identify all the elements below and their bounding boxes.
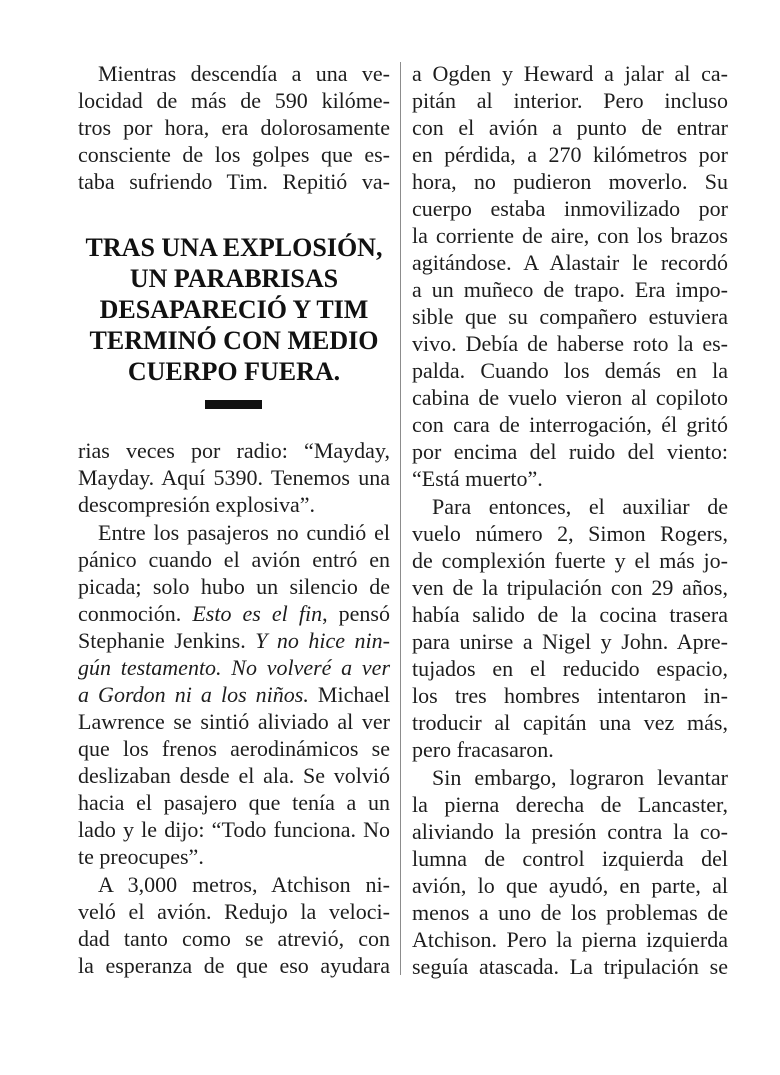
paragraph <box>78 437 390 518</box>
text-line: la esperanza de que eso ayudara <box>78 953 390 978</box>
text-line: troducir al capitán una vez más, <box>412 710 728 735</box>
text-line: “Está muerto”. <box>412 466 543 491</box>
pull-quote-rule <box>205 400 262 409</box>
text-line: los tres hombres intentaron in- <box>412 683 728 708</box>
text-line: Mayday. Aquí 5390. Tenemos una <box>78 465 390 490</box>
text-line: picada; solo hubo un silencio de <box>78 574 390 599</box>
text-segment: conmoción. <box>78 601 193 626</box>
text-line: Mientras descendía a una ve- <box>98 61 390 86</box>
text-line <box>78 654 390 681</box>
pull-quote <box>78 232 390 387</box>
text-line: había salido de la cocina trasera <box>412 602 728 627</box>
text-line: Lawrence se sintió aliviado al ver <box>78 709 390 734</box>
text-line: Sin embargo, lograron levantar <box>432 765 728 790</box>
paragraph <box>78 519 390 870</box>
text-line: Atchison. Pero la pierna izquierda <box>412 927 728 952</box>
text-line: en pérdida, a 270 kilómetros por <box>412 142 728 167</box>
text-line: dad tanto como se atrevió, con <box>78 926 390 951</box>
text-line: tros por hora, era dolorosamente <box>78 115 390 140</box>
text-segment: Stephanie Jenkins. <box>78 628 256 653</box>
text-line: deslizaban desde el ala. Se volvió <box>78 763 390 788</box>
text-line: que los frenos aerodinámicos se <box>78 736 390 761</box>
text-line: por encima del ruido del viento: <box>412 439 728 464</box>
text-segment: , pensó <box>322 601 390 626</box>
italic-text: Y no hice nin- <box>255 628 390 653</box>
text-line: lumna de control izquierda del <box>412 846 728 871</box>
text-line <box>78 681 390 708</box>
paragraph <box>412 764 728 980</box>
left-column-bottom <box>78 437 390 979</box>
pull-quote-line: TRAS UNA EXPLOSIÓN, <box>85 233 383 262</box>
text-line: locidad de más de 590 kilóme- <box>78 88 390 113</box>
text-line: cabina de vuelo vieron al copiloto <box>412 385 728 410</box>
pull-quote-line: DESAPARECIÓ Y TIM <box>99 295 369 324</box>
text-line: con el avión a punto de entrar <box>412 115 728 140</box>
pull-quote-line: TERMINÓ CON MEDIO <box>89 326 379 355</box>
text-line: taba sufriendo Tim. Repitió va- <box>78 169 390 194</box>
column-divider <box>400 62 401 975</box>
text-line: avión, lo que ayudó, en parte, al <box>412 873 728 898</box>
text-line: la pierna derecha de Lancaster, <box>412 792 728 817</box>
text-line: para unirse a Nigel y John. Apre- <box>412 629 728 654</box>
text-line: de complexión fuerte y el más jo- <box>412 548 728 573</box>
text-line: tujados en el reducido espacio, <box>412 656 728 681</box>
text-line: A 3,000 metros, Atchison ni- <box>98 872 390 897</box>
paragraph <box>78 871 390 979</box>
paragraph <box>78 60 390 195</box>
text-line: pitán al interior. Pero incluso <box>412 88 728 113</box>
text-line: seguía atascada. La tripulación se <box>412 954 728 979</box>
text-segment: Michael <box>308 682 390 707</box>
pull-quote-line: UN PARABRISAS <box>129 264 339 293</box>
text-line <box>78 627 390 654</box>
text-line: agitándose. A Alastair le recordó <box>412 250 728 275</box>
text-line: rias veces por radio: “Mayday, <box>78 438 390 463</box>
text-line: descompresión explosiva”. <box>78 492 316 517</box>
left-column-top <box>78 60 390 195</box>
text-line: pánico cuando el avión entró en <box>78 547 390 572</box>
italic-text: gún testamento. No volveré a ver <box>78 655 390 680</box>
text-line: a Ogden y Heward a jalar al ca- <box>412 61 728 86</box>
paragraph <box>412 493 728 763</box>
text-line: te preocupes”. <box>78 844 204 869</box>
text-line: cuerpo estaba inmovilizado por <box>412 196 728 221</box>
text-line: lado y le dijo: “Todo funciona. No <box>78 817 390 842</box>
text-line: Entre los pasajeros no cundió el <box>98 520 390 545</box>
text-line: veló el avión. Redujo la veloci- <box>78 899 390 924</box>
text-line: Para entonces, el auxiliar de <box>432 494 728 519</box>
text-line: pero fracasaron. <box>412 737 554 762</box>
text-line: vivo. Debía de haberse roto la es- <box>412 331 728 356</box>
text-line: vuelo número 2, Simon Rogers, <box>412 521 728 546</box>
text-line: con cara de interrogación, él gritó <box>412 412 728 437</box>
text-line: aliviando la presión contra la co- <box>412 819 728 844</box>
paragraph <box>412 60 728 492</box>
text-line: consciente de los golpes que es- <box>78 142 390 167</box>
text-line: ven de la tripulación con 29 años, <box>412 575 728 600</box>
right-column <box>412 60 728 980</box>
text-line: hora, no pudieron moverlo. Su <box>412 169 728 194</box>
text-line: hacia el pasajero que tenía a un <box>78 790 390 815</box>
text-line: sible que su compañero estuviera <box>412 304 728 329</box>
text-line: menos a uno de los problemas de <box>412 900 728 925</box>
text-line: palda. Cuando los demás en la <box>412 358 728 383</box>
italic-text: a Gordon ni a los niños. <box>78 682 309 707</box>
text-line: a un muñeco de trapo. Era impo- <box>412 277 728 302</box>
text-line <box>78 600 390 627</box>
italic-text: Esto es el fin <box>192 601 323 626</box>
text-line: la corriente de aire, con los brazos <box>412 223 728 248</box>
pull-quote-line: CUERPO FUERA. <box>127 357 341 386</box>
